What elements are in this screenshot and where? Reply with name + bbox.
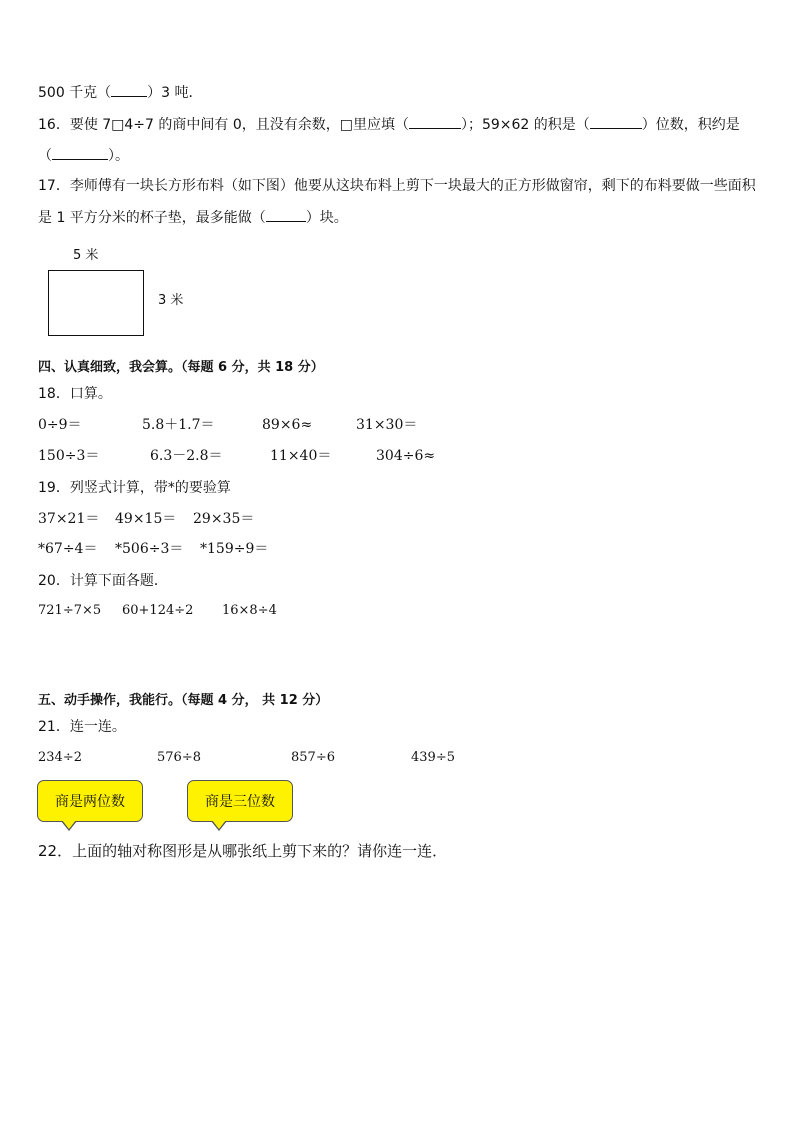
q22-title: 22．上面的轴对称图形是从哪张纸上剪下来的？请你连一连． [38, 842, 448, 860]
q20-item: 721÷7×5 [38, 603, 102, 618]
q21-expression[interactable]: 234÷2 [38, 750, 82, 765]
q19-item: *159÷9＝ [200, 541, 269, 557]
callout-label: 商是三位数 [205, 794, 275, 810]
callout-label: 商是两位数 [55, 794, 125, 810]
q18-item: 0÷9＝ [38, 417, 82, 433]
q18-item: 11×40＝ [270, 448, 332, 464]
q18-item: 89×6≈ [262, 417, 313, 433]
q19-item: *67÷4＝ [38, 541, 98, 557]
q15-text-1: 500 千克（ [38, 85, 112, 101]
q20-title: 20．计算下面各题． [38, 573, 168, 589]
q19-item: 49×15＝ [115, 511, 177, 527]
q21-expression[interactable]: 439÷5 [411, 750, 455, 765]
q20-item: 60+124÷2 [122, 603, 194, 618]
q19-item: 37×21＝ [38, 511, 100, 527]
q16-text-3: ）位数，积约是 [641, 117, 740, 133]
q18-item: 5.8＋1.7＝ [142, 417, 215, 433]
q16-line2-open: （ [38, 148, 52, 164]
q18-title: 18．口算。 [38, 386, 112, 402]
q18-item: 150÷3＝ [38, 448, 100, 464]
callout-tail [211, 821, 227, 831]
callout-tail [61, 821, 77, 831]
q16-blank-2[interactable] [590, 116, 642, 129]
q17-answer-blank[interactable] [266, 209, 306, 222]
q15-text-2: ）3 吨． [147, 85, 203, 101]
q16-line2-close: ）。 [108, 148, 129, 164]
q16-line-1 [38, 116, 740, 132]
q16-text-1: 16．要使 7□4÷7 的商中间有 0，且没有余数，□里应填（ [38, 117, 409, 133]
q16-text-2: ）；59×62 的积是（ [460, 117, 590, 133]
q19-item: *506÷3＝ [115, 541, 184, 557]
q15-tail-line [38, 84, 203, 100]
q16-blank-3[interactable] [52, 147, 108, 160]
q17-text-a: 是 1 平方分米的杯子垫，最多能做（ [38, 210, 266, 226]
q17-line-2 [38, 209, 348, 225]
q19-title: 19．列竖式计算，带*的要验算 [38, 480, 231, 496]
rect-height-label: 3 米 [158, 293, 184, 308]
q18-item: 31×30＝ [356, 417, 418, 433]
q16-line-2 [38, 147, 129, 163]
fabric-rectangle-figure [48, 270, 144, 336]
section-4-title: 四、认真细致，我会算。（每题 6 分，共 18 分） [38, 360, 324, 375]
q20-item: 16×8÷4 [222, 603, 277, 618]
section-5-title: 五、动手操作，我能行。（每题 4 分， 共 12 分） [38, 693, 329, 708]
q21-title: 21．连一连。 [38, 719, 126, 735]
q18-item: 304÷6≈ [376, 448, 436, 464]
callout-three-digit-quotient[interactable] [187, 780, 293, 822]
q21-expression[interactable]: 576÷8 [157, 750, 201, 765]
callout-two-digit-quotient[interactable] [37, 780, 143, 822]
q16-blank-1[interactable] [409, 116, 461, 129]
q15-answer-blank[interactable] [111, 84, 147, 97]
q21-expression[interactable]: 857÷6 [291, 750, 335, 765]
q17-line-1: 17．李师傅有一块长方形布料（如下图）他要从这块布料上剪下一块最大的正方形做窗帘，剩下的布料要做一些面积 [38, 178, 756, 194]
q19-item: 29×35＝ [193, 511, 255, 527]
rect-width-label: 5 米 [73, 248, 99, 263]
q17-text-b: ）块。 [305, 210, 348, 226]
q18-item: 6.3－2.8＝ [150, 448, 223, 464]
